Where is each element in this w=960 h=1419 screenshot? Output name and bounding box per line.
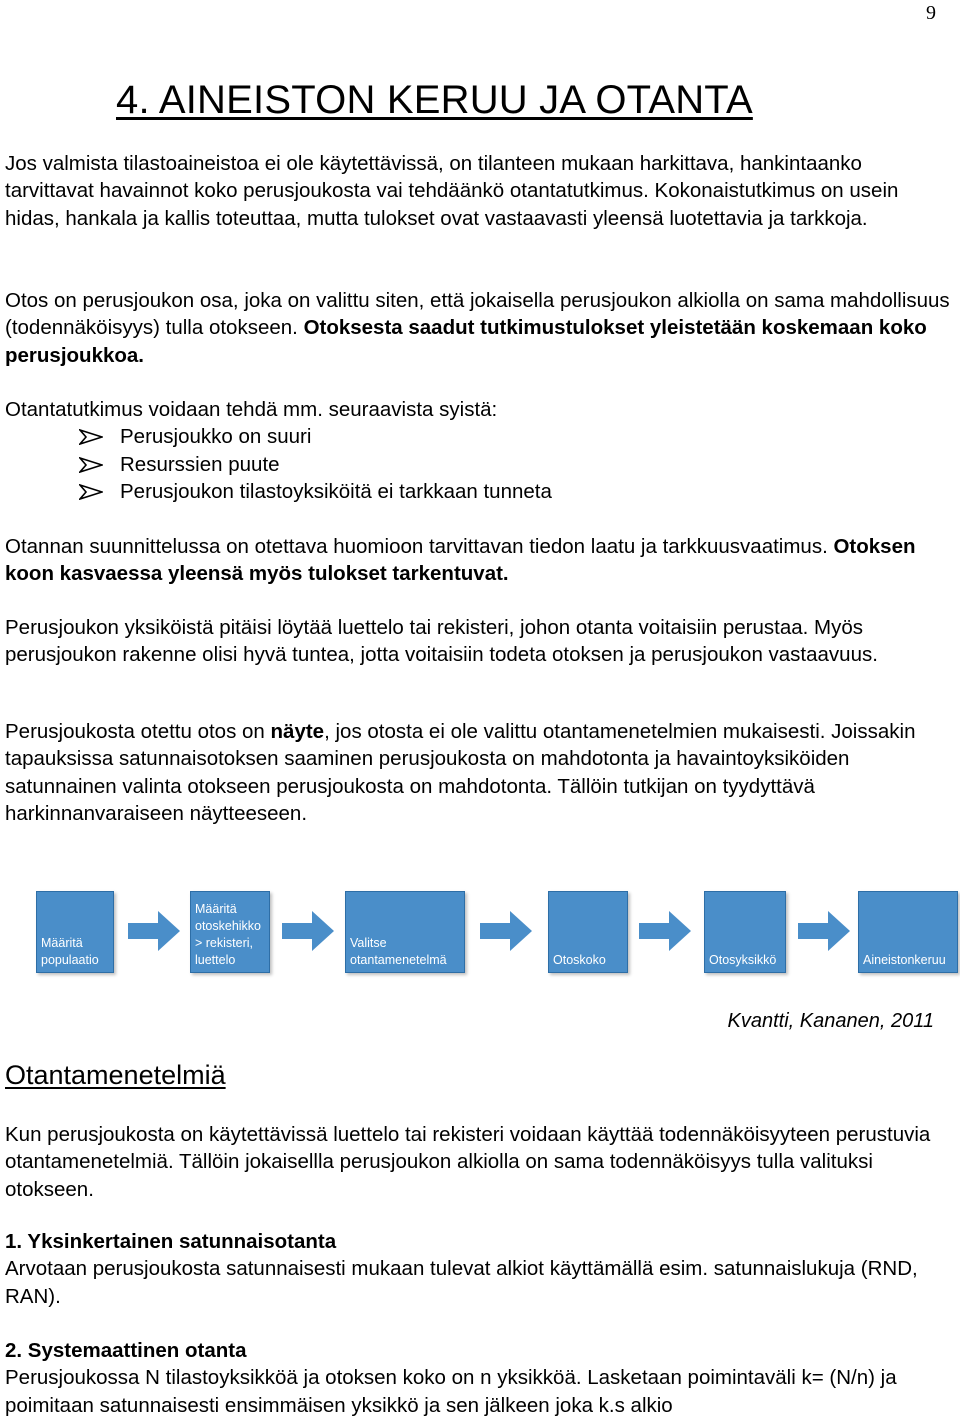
flow-step-label: Valitse otantamenetelmä (350, 936, 447, 967)
method-text: Arvotaan perusjoukosta satunnaisesti mukaan tulevat alkiot käyttämällä esim. satunnaislukuja (RND, RAN). (5, 1257, 918, 1308)
flow-step-label: Otoskoko (553, 953, 606, 967)
list-item (5, 478, 950, 505)
page-number: 9 (926, 2, 936, 24)
methods-intro-paragraph: Kun perusjoukosta on käytettävissä luettelo tai rekisteri voidaan käyttää todennäköisyyteen perustuvia otantamenetelmiä. Tällöin jokaisellla perusjoukon alkiolla on sama todennäköisyys tulla valituksi otokseen. (5, 1123, 931, 1201)
arrow-bullet-icon (79, 457, 103, 473)
sample-paragraph (5, 718, 950, 827)
flow-step-collection (858, 891, 958, 973)
list-item (5, 423, 950, 450)
flow-step-unit (704, 891, 786, 973)
reasons-list (5, 423, 950, 505)
method-section (5, 1228, 950, 1310)
flow-arrow-icon (282, 911, 334, 951)
reason-text: Resurssien puute (120, 452, 280, 476)
reasons-lead: Otantatutkimus voidaan tehdä mm. seuraavista syistä: (5, 398, 498, 421)
arrow-bullet-icon (79, 429, 103, 445)
flow-step-method (345, 891, 465, 973)
sample-definition-paragraph (5, 287, 950, 369)
intro-paragraph: Jos valmista tilastoaineistoa ei ole käytettävissä, on tilanteen mukaan harkittava, hankintaanko tarvittavat havainnot koko perusjoukosta vai tehdäänkö otantatutkimus. Kokonaistutkimus on usein hidas, hankala ja kallis toteuttaa, mutta tulokset ovat vastaavasti yleensä luotettavia ja tarkkoja. (5, 152, 899, 230)
flow-arrow-icon (639, 911, 691, 951)
sample-definition-text: Otos on perusjoukon osa, joka on valittu siten, että jokaisella perusjoukon alkiolla on sama mahdollisuus (todennäköisyys) tulla otokseen. (5, 289, 950, 340)
list-item (5, 451, 950, 478)
planning-bold: Otoksen koon kasvaessa yleensä myös tulokset tarkentuvat. (5, 535, 916, 586)
flow-arrow-icon (480, 911, 532, 951)
source-citation: Kvantti, Kananen, 2011 (727, 1010, 934, 1032)
method-text: Perusjoukossa N tilastoyksikköä ja otoksen koko on n yksikköä. Lasketaan poimintaväli k= (N/n) ja poimitaan satunnaisesti ensimmäisen yksikkö ja sen jälkeen joka k.s alkio (5, 1366, 897, 1417)
page-title: 4. AINEISTON KERUU JA OTANTA (116, 78, 753, 122)
methods-heading: Otantamenetelmiä (5, 1060, 226, 1090)
arrow-bullet-icon (79, 484, 103, 500)
flow-arrow-icon (128, 911, 180, 951)
flow-step-label: Määritä otoskehikko > rekisteri, luettelo (195, 902, 262, 967)
reasons-section (5, 396, 950, 505)
flow-arrow-icon (798, 911, 850, 951)
sample-text-after: , jos otosta ei ole valittu otantamenetelmien mukaisesti. Joissakin tapauksissa satunnaisotoksen saaminen perusjoukosta on mahdotonta ja havaintoyksiköiden satunnainen valinta otokseen perusjoukosta on mahdotonta. Tällöin tutkijan on tyydyttävä harkinnanvaraiseen näytteeseen. (5, 720, 916, 825)
flow-step-label: Aineistonkeruu (863, 953, 946, 967)
planning-text: Otannan suunnittelussa on otettava huomioon tarvittavan tiedon laatu ja tarkkuusvaatimus. (5, 535, 834, 558)
flow-step-label: Määritä populaatio (41, 936, 99, 967)
reason-text: Perusjoukko on suuri (120, 425, 312, 449)
frame-paragraph: Perusjoukon yksiköistä pitäisi löytää luettelo tai rekisteri, johon otanta voitaisiin perustaa. Myös perusjoukon rakenne olisi hyvä tuntea, jotta voitaisiin todeta otoksen ja perusjoukon vastaavuus. (5, 616, 878, 667)
sample-text-bold: näyte (270, 720, 325, 743)
method-title: 2. Systemaattinen otanta (5, 1339, 247, 1362)
planning-paragraph (5, 533, 950, 588)
flow-step-population (36, 891, 114, 973)
sample-definition-bold: Otoksesta saadut tutkimustulokset yleistetään koskemaan koko perusjoukkoa. (5, 316, 927, 367)
sample-text-before: Perusjoukosta otettu otos on (5, 720, 271, 743)
flow-step-frame (190, 891, 270, 973)
flow-step-size (548, 891, 628, 973)
flow-step-label: Otosyksikkö (709, 953, 777, 967)
method-title: 1. Yksinkertainen satunnaisotanta (5, 1230, 337, 1253)
reason-text: Perusjoukon tilastoyksiköitä ei tarkkaan tunneta (120, 479, 552, 503)
method-section (5, 1337, 950, 1419)
